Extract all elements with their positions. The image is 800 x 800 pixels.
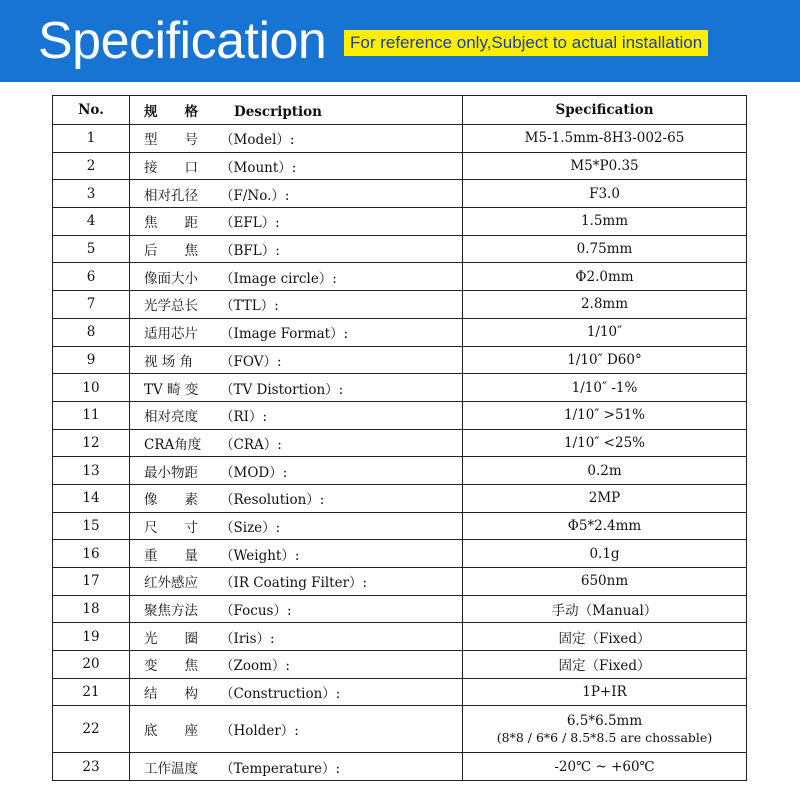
header-param-en: Description [234,104,322,120]
row-parameter [130,125,463,153]
spec-value: 6.5*6.5mm [566,713,643,730]
row-spec-value: 1/10″ D60° [463,346,747,374]
row-parameter [130,512,463,540]
parameter-name-cn: TV 畸 变 [144,381,199,398]
parameter-name-cn: CRA角度 [144,436,202,453]
parameter-name-cn: 适用芯片 [144,326,198,343]
parameter-name-en: （Image circle）: [220,270,337,287]
row-number: 8 [53,318,130,346]
parameter-name-en: （CRA）: [220,436,282,453]
table-row [53,678,747,706]
spec-table-body [53,125,747,781]
row-parameter [130,706,463,753]
table-row [53,595,747,623]
parameter-name-en: （Focus）: [220,603,292,620]
header-param-cn: 规 格 [144,104,198,120]
header-no: No. [53,96,130,125]
parameter-name-en: （Zoom）: [220,658,290,675]
disclaimer-note: For reference only,Subject to actual installation [344,30,708,56]
row-spec-value: 手动（Manual） [463,595,747,623]
table-row [53,753,747,781]
row-number: 21 [53,678,130,706]
parameter-name-cn: 重 量 [144,547,198,564]
table-row [53,651,747,679]
row-parameter [130,595,463,623]
parameter-name-cn: 光学总长 [144,298,198,315]
table-row [53,484,747,512]
table-row [53,512,747,540]
row-parameter [130,152,463,180]
table-row [53,623,747,651]
row-parameter [130,401,463,429]
row-spec-value: M5-1.5mm-8H3-002-65 [463,125,747,153]
row-number: 1 [53,125,130,153]
row-spec-value: 固定（Fixed） [463,623,747,651]
parameter-name-en: （Temperature）: [220,760,340,777]
row-parameter [130,235,463,263]
row-spec-value: 0.1g [463,540,747,568]
parameter-name-cn: 聚焦方法 [144,603,198,620]
row-parameter [130,678,463,706]
parameter-name-en: （EFL）: [220,215,280,232]
row-spec-value: 2MP [463,484,747,512]
table-row [53,291,747,319]
parameter-name-en: （Model）: [220,132,295,149]
parameter-name-cn: 结 构 [144,686,198,703]
parameter-name-cn: 最小物距 [144,464,198,481]
row-spec-value: 650nm [463,568,747,596]
row-number: 18 [53,595,130,623]
parameter-name-cn: 光 圈 [144,630,198,647]
table-row [53,346,747,374]
row-parameter [130,180,463,208]
parameter-name-en: （Size）: [220,519,281,536]
parameter-name-en: （Holder）: [220,723,299,740]
row-number: 7 [53,291,130,319]
table-row [53,374,747,402]
row-spec-value: 1P+IR [463,678,747,706]
table-row [53,706,747,753]
parameter-name-cn: 焦 距 [144,215,198,232]
row-parameter [130,208,463,236]
table-row [53,263,747,291]
spec-note: (8*8 / 6*6 / 8.5*8.5 are chossable) [496,730,713,746]
row-spec-value: 1/10″ <25% [463,429,747,457]
row-number: 17 [53,568,130,596]
header-row [53,96,747,125]
parameter-name-cn: 相对亮度 [144,409,198,426]
parameter-name-en: （Resolution）: [220,492,325,509]
row-number: 3 [53,180,130,208]
row-parameter [130,753,463,781]
table-row [53,235,747,263]
row-parameter [130,291,463,319]
table-row [53,318,747,346]
parameter-name-cn: 像面大小 [144,270,198,287]
parameter-name-en: （F/No.）: [220,187,290,204]
row-number: 15 [53,512,130,540]
table-row [53,180,747,208]
parameter-name-cn: 型 号 [144,132,198,149]
row-spec-value: M5*P0.35 [463,152,747,180]
row-spec-value: F3.0 [463,180,747,208]
parameter-name-cn: 相对孔径 [144,187,198,204]
spec-table [52,95,747,781]
table-row [53,208,747,236]
row-spec-value: Φ5*2.4mm [463,512,747,540]
parameter-name-en: （BFL）: [220,243,280,260]
row-number: 13 [53,457,130,485]
row-parameter [130,374,463,402]
parameter-name-en: （Iris）: [220,630,275,647]
row-number: 16 [53,540,130,568]
parameter-name-cn: 像 素 [144,492,198,509]
row-spec-value: 0.2m [463,457,747,485]
row-spec-value: 1/10″ [463,318,747,346]
parameter-name-en: （Construction）: [220,686,341,703]
row-parameter [130,540,463,568]
table-row [53,401,747,429]
parameter-name-cn: 视 场 角 [144,353,194,370]
parameter-name-cn: 红外感应 [144,575,198,592]
row-parameter [130,568,463,596]
parameter-name-en: （FOV）: [220,353,282,370]
table-row [53,152,747,180]
row-spec-value: -20℃ ~ +60℃ [463,753,747,781]
header-banner [0,0,800,82]
table-row [53,429,747,457]
row-number: 6 [53,263,130,291]
row-number: 2 [53,152,130,180]
row-spec-value: Φ2.0mm [463,263,747,291]
row-spec-value: 2.8mm [463,291,747,319]
row-parameter [130,318,463,346]
row-spec-value: 0.75mm [463,235,747,263]
row-number: 12 [53,429,130,457]
table-row [53,568,747,596]
parameter-name-cn: 工作温度 [144,760,198,777]
row-parameter [130,457,463,485]
row-spec-value: 1/10″ >51% [463,401,747,429]
row-number: 22 [53,706,130,753]
parameter-name-en: （RI）: [220,409,268,426]
table-row [53,125,747,153]
row-number: 23 [53,753,130,781]
row-parameter [130,484,463,512]
row-spec-value: 1/10″ -1% [463,374,747,402]
row-number: 19 [53,623,130,651]
row-number: 10 [53,374,130,402]
parameter-name-en: （Mount）: [220,160,297,177]
table-row [53,457,747,485]
row-number: 20 [53,651,130,679]
parameter-name-en: （Weight）: [220,547,300,564]
parameter-name-cn: 后 焦 [144,243,198,260]
table-row [53,540,747,568]
parameter-name-cn: 尺 寸 [144,519,198,536]
row-number: 9 [53,346,130,374]
row-number: 11 [53,401,130,429]
parameter-name-en: （MOD）: [220,464,288,481]
parameter-name-en: （IR Coating Filter）: [220,575,368,592]
page-title: Specification [38,12,327,70]
header-description [130,96,463,125]
row-spec-value: 固定（Fixed） [463,651,747,679]
parameter-name-en: （TV Distortion）: [220,381,344,398]
parameter-name-cn: 变 焦 [144,658,198,675]
row-parameter [130,429,463,457]
row-number: 5 [53,235,130,263]
parameter-name-cn: 底 座 [144,723,198,740]
row-spec-value [463,706,747,753]
header-specification: Specification [463,96,747,125]
row-parameter [130,623,463,651]
row-spec-value: 1.5mm [463,208,747,236]
row-number: 4 [53,208,130,236]
row-parameter [130,651,463,679]
row-parameter [130,263,463,291]
row-parameter [130,346,463,374]
row-number: 14 [53,484,130,512]
parameter-name-cn: 接 口 [144,160,198,177]
parameter-name-en: （TTL）: [220,298,279,315]
parameter-name-en: （Image Format）: [220,326,349,343]
